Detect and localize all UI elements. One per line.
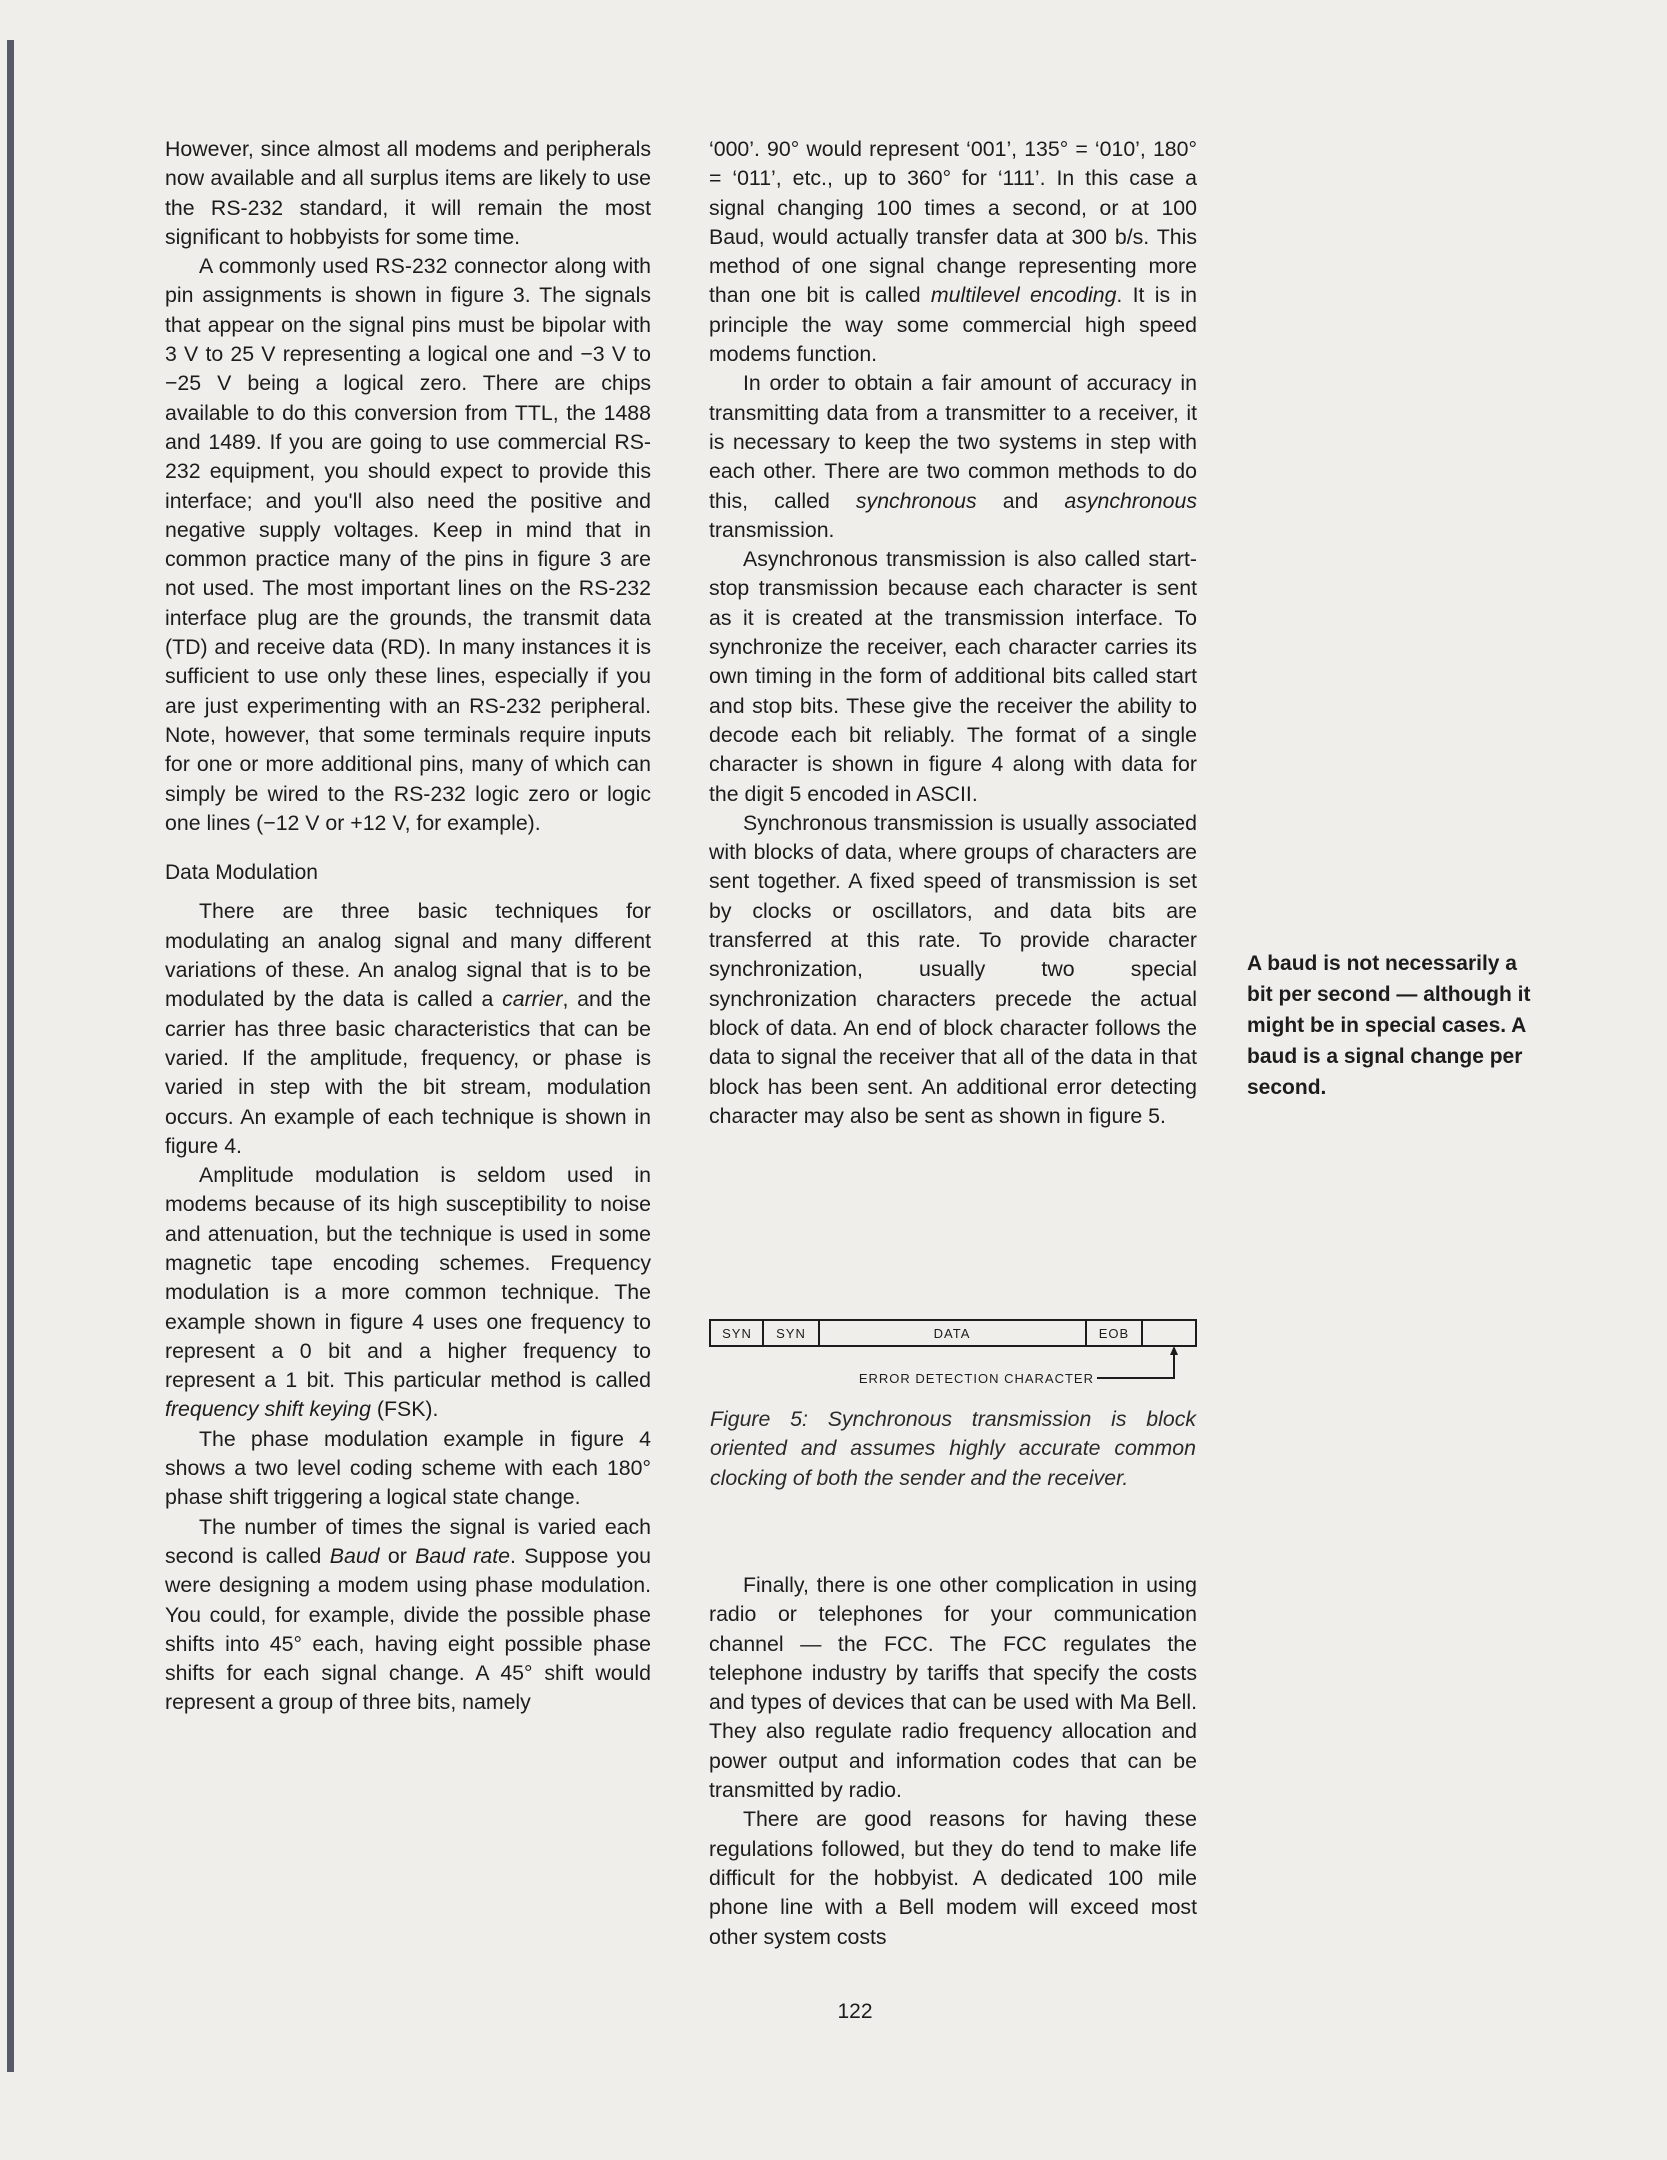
asynchronous-paragraph: Asynchronous transmission is also called start-stop transmission because each character is sent as it is created at the transmission interface. To synchronize the receiver, each character carries its own timing in the form of additional bits called start and stop bits. These give the receiver the ability to decode each bit reliably. The format of a single character is shown in figure 4 along with data for the digit 5 encoded in ASCII. [709,547,1197,806]
continuation-paragraph: ‘000’. 90° would represent ‘001’, 135° = ‘010’, 180° = ‘011’, etc., up to 360° for ‘111’. In this case a signal changing 100 times a second, or at 100 Baud, would actually transfer data at 300 b/s. This method of one signal change representing more than one bit is called multilevel encoding. It is in principle the way some commercial high speed modems function. [709,137,1197,367]
error-detection-label: ERROR DETECTION CHARACTER [858,1371,1094,1386]
right-column-lower [709,1571,1197,1952]
modulation-paragraph: There are three basic techniques for modulating an analog signal and many different variations of these. An analog signal that is to be modulated by the data is called a carrier, and the carrier has three basic characteristics that can be varied. If the amplitude, frequency, or phase is varied in step with the bit stream, modulation occurs. An example of each technique is shown in figure 4. [165,899,651,1158]
regulations-paragraph: There are good reasons for having these regulations followed, but they do tend to make life difficult for the hobbyist. A dedicated 100 mile phone line with a Bell modem will exceed most other system costs [709,1807,1197,1949]
frame-cell-data: DATA [933,1326,971,1341]
right-column [709,135,1197,1131]
phase-modulation-paragraph: The phase modulation example in figure 4 shows a two level coding scheme with each 180° phase shift triggering a logical state change. [165,1426,651,1510]
amplitude-modulation-paragraph: Amplitude modulation is seldom used in modems because of its high susceptibility to noise and attenuation, but the technique is used in some magnetic tape encoding schemes. Frequency modulation is a more common technique. The example shown in figure 4 uses one frequency to represent a 0 bit and a higher frequency to represent a 1 bit. This particular method is called frequency shift keying (FSK). [165,1163,651,1422]
baud-paragraph: The number of times the signal is varied each second is called Baud or Baud rate. Suppose you were designing a modem using phase modulation. You could, for example, divide the possible phase shifts into 45° each, having eight possible phase shifts for each signal change. A 45° shift would represent a group of three bits, namely [165,1514,652,1715]
synchronous-paragraph: Synchronous transmission is usually associated with blocks of data, where groups of characters are sent together. A fixed speed of transmission is set by clocks or oscillators, and data bits are transferred at this rate. To provide character synchronization, usually two special synchronization characters precede the actual block of data. An end of block character follows the data to signal the receiver that all of the data in that block has been sent. An additional error detecting character may also be sent as shown in figure 5. [709,810,1197,1128]
error-detection-pointer-line [1097,1351,1174,1378]
accuracy-paragraph: In order to obtain a fair amount of accuracy in transmitting data from a transmitter to a receiver, it is necessary to keep the two systems in step with each other. There are two common methods to do this, called synchronous and asynchronous transmission. [709,371,1197,542]
frame-cell-eob: EOB [1098,1326,1130,1341]
figure-5-diagram [708,1318,1198,1398]
frame-cell-syn-2: SYN [776,1326,806,1341]
pointer-arrowhead [1170,1346,1178,1355]
figure-5-caption: Figure 5: Synchronous transmission is block oriented and assumes highly accurate common clocking of both the sender and the receiver. [710,1407,1196,1490]
left-column [165,135,651,1718]
margin-note: A baud is not necessarily a bit per second — although it might be in special cases. A baud is a signal change per second. [1247,952,1531,1099]
page-number: 122 [837,2000,873,2023]
page-edge-bar [7,40,14,2072]
rs232-paragraph: A commonly used RS-232 connector along with pin assignments is shown in figure 3. The signals that appear on the signal pins must be bipolar with 3 V to 25 V representing a logical one and −3 V to −25 V being a logical zero. There are chips available to do this conversion from TTL, the 1488 and 1489. If you are going to use commercial RS-232 equipment, you should expect to provide this interface; and you'll also need the positive and negative supply voltages. Keep in mind that in common practice many of the pins in figure 3 are not used. The most important lines on the RS-232 interface plug are the grounds, the transmit data (TD) and receive data (RD). In many instances it is sufficient to use only these lines, especially if you are just experimenting with an RS-232 peripheral. Note, however, that some terminals require inputs for one or more additional pins, many of which can simply be wired to the RS-232 logic zero or logic one lines (−12 V or +12 V, for example). [165,254,651,835]
fcc-paragraph: Finally, there is one other complication in using radio or telephones for your communication channel — the FCC. The FCC regulates the telephone industry by tariffs that specify the costs and types of devices that can be used with Ma Bell. They also regulate radio frequency allocation and power output and information codes that can be transmitted by radio. [709,1573,1197,1803]
section-heading-data-modulation: Data Modulation [165,861,318,885]
frame-cell-syn-1: SYN [722,1326,752,1341]
intro-paragraph: However, since almost all modems and peripherals now available and all surplus items are likely to use the RS-232 standard, it will remain the most significant to hobbyists for some time. [165,137,651,249]
